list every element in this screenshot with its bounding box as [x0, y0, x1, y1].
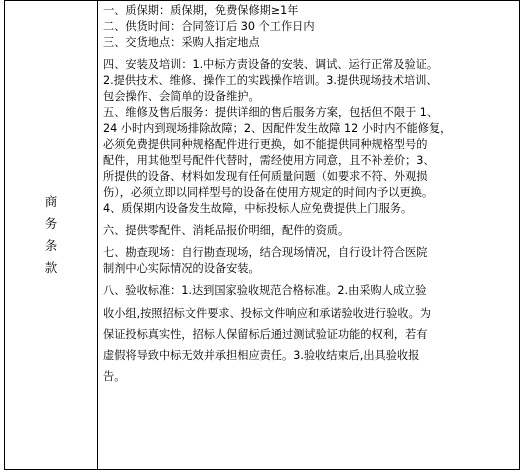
terms-line: 4、质保期内设备发生故障，中标投标人应免费提供上门服务。 — [103, 202, 413, 215]
terms-line: 包会操作、会简单的设备维护。 — [103, 90, 260, 103]
terms-line: 配件，用其他型号配件代替时，需经使用方同意，且不补差价；3、 — [103, 154, 435, 167]
terms-line: 必须免费提供同种规格配件进行更换，如不能提供同种规格型号的 — [103, 138, 428, 151]
terms-line: 八、验收标准：1.达到国家验收规范合格标准。2.由采购人成立验 — [103, 284, 427, 297]
terms-line: 收小组,按照招标文件要求、投标文件响应和承诺验收进行验收。为 — [103, 307, 431, 320]
terms-line: 所提供的设备、材料如发现有任何质量问题（如要求不符、外观损 — [103, 170, 428, 183]
section-label-cell — [5, 1, 98, 470]
terms-line: 制剂中心实际情况的设备安装。 — [103, 262, 260, 275]
terms-line: 保证投标真实性，招标人保留标后通过测试验证功能的权利，若有 — [103, 328, 428, 341]
section-label: 商务条款 — [44, 194, 58, 275]
business-terms-table — [4, 0, 520, 470]
terms-line: 虚假将导致中标无效并承担相应责任。3.验收结束后,出具验收报 — [103, 349, 420, 362]
terms-line: 七、勘查现场：自行勘查现场，结合现场情况，自行设计符合医院 — [103, 246, 428, 259]
terms-line: 24 小时内到现场排除故障；2、因配件发生故障 12 小时内不能修复， — [103, 122, 452, 135]
terms-line: 伤），必须立即以同样型号的设备在使用方规定的时间内予以更换。 — [103, 186, 434, 199]
terms-line: 2.提供技术、维修、操作工的实践操作培训。3.提供现场技术培训、 — [103, 74, 438, 87]
terms-text-block — [103, 3, 515, 387]
section-content-cell — [98, 1, 520, 470]
terms-line: 四、安装及培训：1.中标方责设备的安装、调试、运行正常及验证。 — [103, 58, 439, 71]
table-row — [5, 1, 520, 470]
terms-line: 六、提供零配件、消耗品报价明细，配件的资质。 — [103, 224, 350, 237]
terms-line: 三、交货地点：采购人指定地点 — [103, 36, 260, 49]
terms-line: 告。 — [103, 370, 126, 383]
terms-line: 一、质保期：质保期，免费保修期≥1年 — [103, 4, 299, 17]
terms-line: 二、供货时间：合同签订后 30 个工作日内 — [103, 20, 315, 33]
terms-line: 五、维修及售后服务：提供详细的售后服务方案，包括但不限于 1、 — [103, 106, 439, 119]
